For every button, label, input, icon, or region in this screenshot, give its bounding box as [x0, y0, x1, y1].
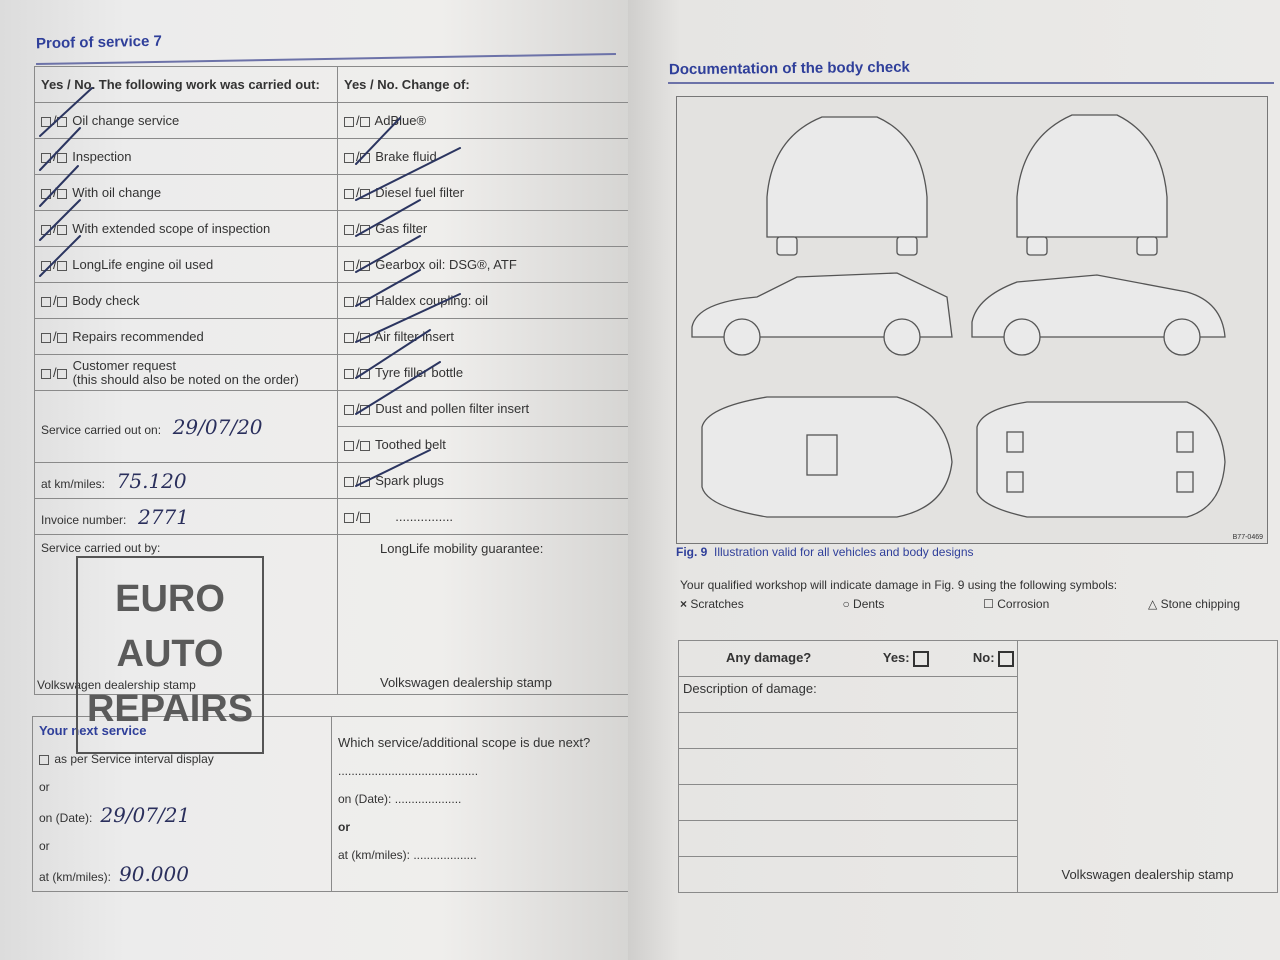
checkbox[interactable] — [360, 477, 370, 487]
checkbox[interactable] — [344, 225, 354, 235]
service-date-cell — [35, 391, 338, 463]
change-row: / Brake fluid — [338, 139, 629, 175]
or-label: or — [39, 839, 50, 853]
work-row: / LongLife engine oil used — [35, 247, 338, 283]
change-item-label: AdBlue® — [374, 113, 427, 128]
checkbox[interactable] — [344, 369, 354, 379]
fig-caption — [676, 545, 974, 559]
change-row: / Air filter insert — [338, 319, 629, 355]
damage-table — [678, 640, 1278, 893]
change-row: / Gearbox oil: DSG®, ATF — [338, 247, 629, 283]
dealer-stamp-label: Volkswagen dealership stamp — [37, 678, 196, 692]
checkbox[interactable] — [57, 117, 67, 127]
next-service-right — [332, 717, 631, 892]
title-rule — [668, 82, 1274, 84]
symbols-intro: Your qualified workshop will indicate damage in Fig. 9 using the following symbols: — [680, 578, 1118, 592]
customer-request-note: (this should also be noted on the order) — [72, 371, 299, 387]
work-row: / Customer request (this should also be noted on the order) — [35, 355, 338, 391]
work-row: / Oil change service — [35, 103, 338, 139]
km-label: at km/miles: — [41, 476, 106, 491]
dealer-stamp-cell — [1018, 641, 1278, 893]
work-item-label: Oil change service — [72, 113, 180, 128]
stamp-line-3: REPAIRS — [86, 688, 254, 730]
change-row: / Spark plugs — [338, 463, 629, 499]
stone-chipping-symbol — [1148, 597, 1240, 611]
checkbox[interactable] — [360, 153, 370, 163]
body-check-title: Documentation of the body check — [668, 58, 910, 79]
change-row: / Tyre filler bottle — [338, 355, 629, 391]
symbol-label: Scratches — [690, 597, 744, 611]
checkbox[interactable] — [360, 333, 370, 343]
next-at-km[interactable]: at (km/miles): ................... — [338, 848, 477, 862]
any-damage-label: Any damage? — [726, 650, 812, 666]
carried-by-label: Service carried out by: — [41, 541, 161, 555]
customer-request-label: Customer request — [72, 357, 176, 373]
longlife-cell — [338, 535, 629, 695]
checkbox[interactable] — [360, 117, 370, 127]
yes-label: Yes: — [882, 650, 910, 666]
or-label: or — [39, 780, 50, 794]
which-service-label: Which service/additional scope is due next? — [338, 735, 591, 750]
checkbox[interactable] — [57, 153, 67, 163]
change-row: / Gas filter — [338, 211, 629, 247]
checkbox[interactable] — [360, 225, 370, 235]
checkbox[interactable] — [360, 405, 370, 415]
dealer-stamp-label: Volkswagen dealership stamp — [1061, 867, 1234, 882]
dents-symbol — [842, 597, 884, 611]
checkbox[interactable] — [41, 225, 51, 235]
square-icon: ☐ — [983, 597, 994, 611]
change-item-label: Spark plugs — [375, 473, 444, 488]
page-title: Proof of service 7 — [35, 32, 163, 53]
change-row: / Toothed belt — [338, 427, 629, 463]
checkbox[interactable] — [360, 369, 370, 379]
checkbox[interactable] — [360, 189, 370, 199]
checkbox[interactable] — [360, 261, 370, 271]
no-checkbox[interactable] — [998, 651, 1014, 667]
dealer-stamp-label-2: Volkswagen dealership stamp — [380, 675, 552, 690]
change-item-label: Diesel fuel filter — [375, 185, 465, 200]
change-item-blank[interactable]: ................ — [395, 509, 454, 524]
checkbox[interactable] — [57, 297, 67, 307]
stamp-line-2: AUTO — [116, 633, 224, 675]
car-front-view — [1017, 115, 1167, 237]
scratches-symbol — [680, 597, 744, 611]
fig-label: Fig. 9 — [676, 545, 708, 559]
fig-caption-text: Illustration valid for all vehicles and body designs — [714, 545, 974, 559]
invoice-cell — [35, 499, 338, 535]
checkbox[interactable] — [344, 261, 354, 271]
car-outlines — [677, 97, 1267, 543]
change-row: / AdBlue® — [338, 103, 629, 139]
stamp-line-1: EURO — [115, 578, 225, 620]
title-rule — [36, 53, 616, 65]
dots-line[interactable]: .......................................... — [338, 764, 479, 778]
checkbox[interactable] — [360, 441, 370, 451]
change-item-label: Haldex coupling: oil — [375, 293, 488, 308]
work-row: / With oil change — [35, 175, 338, 211]
description-line[interactable] — [679, 713, 1018, 749]
on-date-value[interactable]: 29/07/21 — [100, 803, 191, 827]
no-label: No: — [972, 650, 995, 666]
change-item-label: Gas filter — [375, 221, 428, 236]
change-row: / ................ — [338, 499, 629, 535]
description-label: Description of damage: — [683, 681, 817, 696]
change-row: / Diesel fuel filter — [338, 175, 629, 211]
checkbox[interactable] — [344, 333, 354, 343]
longlife-label: LongLife mobility guarantee: — [380, 541, 544, 556]
car-rear-view — [767, 117, 927, 237]
work-row: / Inspection — [35, 139, 338, 175]
service-date-value[interactable]: 29/07/20 — [172, 414, 263, 439]
service-date-label: Service carried out on: — [41, 422, 162, 437]
checkbox[interactable] — [344, 513, 354, 523]
symbol-label: Dents — [853, 597, 885, 611]
change-row: / Haldex coupling: oil — [338, 283, 629, 319]
checkbox[interactable] — [41, 153, 51, 163]
on-date-label: on (Date): — [39, 811, 93, 825]
change-item-label: Tyre filler bottle — [375, 365, 464, 380]
change-item-label: Dust and pollen filter insert — [375, 401, 530, 416]
circle-icon: ○ — [842, 597, 850, 611]
symbol-label: Stone chipping — [1160, 597, 1240, 611]
checkbox[interactable] — [57, 369, 67, 379]
checkbox[interactable] — [360, 297, 370, 307]
km-cell — [35, 463, 338, 499]
description-line[interactable] — [679, 821, 1018, 857]
next-on-date[interactable]: on (Date): .................... — [338, 792, 462, 806]
invoice-label: Invoice number: — [41, 512, 127, 527]
checkbox[interactable] — [41, 117, 51, 127]
vehicle-diagram — [676, 96, 1268, 544]
work-row: / Body check — [35, 283, 338, 319]
work-item-label: With extended scope of inspection — [72, 221, 271, 236]
left-page — [0, 0, 630, 960]
diagram-code: B77-0469 — [1232, 534, 1263, 541]
checkbox[interactable] — [41, 369, 51, 379]
checkbox[interactable] — [41, 297, 51, 307]
any-damage-row — [679, 641, 1018, 677]
as-per-label: as per Service interval display — [54, 752, 214, 766]
col2-header: Yes / No. Change of: — [338, 67, 629, 103]
checkbox[interactable] — [57, 261, 67, 271]
change-item-label: Toothed belt — [375, 437, 446, 452]
checkbox[interactable] — [360, 513, 370, 523]
checkbox[interactable] — [344, 477, 354, 487]
checkbox[interactable] — [344, 153, 354, 163]
or-label: or — [338, 820, 350, 834]
checkbox[interactable] — [57, 189, 67, 199]
workshop-stamp — [76, 556, 264, 754]
corrosion-symbol — [983, 597, 1049, 611]
checkbox[interactable] — [344, 117, 354, 127]
change-item-label: Air filter insert — [374, 329, 454, 344]
triangle-icon: △ — [1148, 597, 1158, 611]
checkbox[interactable] — [41, 189, 51, 199]
car-underbody-view — [977, 402, 1225, 517]
next-service-title: Your next service — [39, 723, 147, 738]
work-item-label: With oil change — [72, 185, 162, 200]
yes-checkbox[interactable] — [913, 651, 929, 667]
work-item-label: LongLife engine oil used — [72, 257, 214, 272]
checkbox[interactable] — [41, 261, 51, 271]
col1-header: Yes / No. The following work was carried out: — [35, 67, 338, 103]
description-line[interactable] — [679, 677, 1018, 713]
symbol-legend — [680, 597, 1240, 611]
work-row: / Repairs recommended — [35, 319, 338, 355]
description-line[interactable] — [679, 785, 1018, 821]
symbol-label: Corrosion — [997, 597, 1050, 611]
checkbox[interactable] — [344, 297, 354, 307]
km-value[interactable]: 75.120 — [116, 468, 187, 493]
checkbox[interactable] — [39, 755, 49, 765]
work-item-label: Inspection — [72, 149, 132, 164]
checkbox[interactable] — [57, 333, 67, 343]
description-line[interactable] — [679, 857, 1018, 893]
description-line[interactable] — [679, 749, 1018, 785]
checkbox[interactable] — [344, 189, 354, 199]
change-row: / Dust and pollen filter insert — [338, 391, 629, 427]
at-km-value[interactable]: 90.000 — [119, 862, 189, 886]
checkbox[interactable] — [344, 441, 354, 451]
work-item-label: Body check — [72, 293, 140, 308]
at-km-label: at (km/miles): — [39, 870, 111, 884]
checkbox[interactable] — [41, 333, 51, 343]
work-row: / With extended scope of inspection — [35, 211, 338, 247]
cross-icon: × — [680, 597, 688, 611]
work-item-label: Repairs recommended — [72, 329, 204, 344]
checkbox[interactable] — [57, 225, 67, 235]
checkbox[interactable] — [344, 405, 354, 415]
invoice-value[interactable]: 2771 — [138, 504, 189, 529]
change-item-label: Gearbox oil: DSG®, ATF — [375, 257, 517, 272]
change-item-label: Brake fluid — [375, 149, 437, 164]
